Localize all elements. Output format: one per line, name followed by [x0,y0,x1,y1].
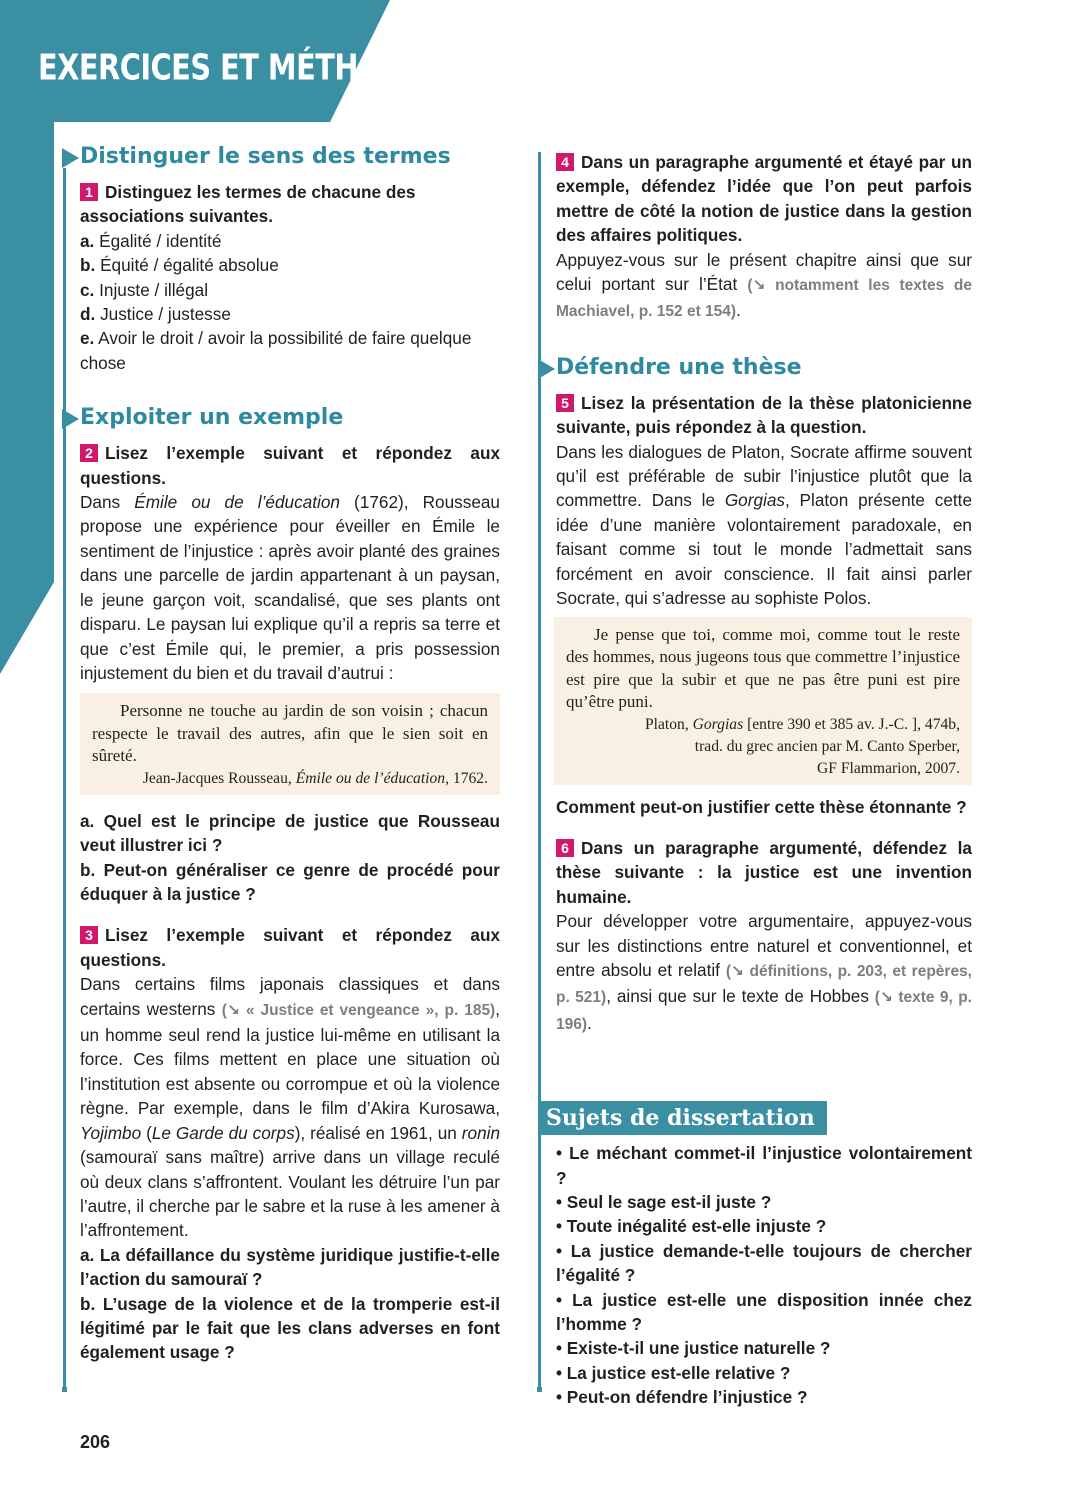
exercise-number-badge: 6 [556,839,574,857]
exercise-5-prompt: 5 Lisez la présentation de la thèse platonicienne suivante, puis répondez à la question. [556,392,972,438]
quote-source: Platon, Gorgias [entre 390 et 385 av. J.-C. ], 474b, [644,715,960,733]
cross-reference: (↘ « Justice et vengeance », p. 185) [221,1001,496,1019]
dissertation-item: • La justice est-elle une disposition innée chez l’homme ? [556,1289,972,1334]
exercise-4 [556,150,972,325]
exercise-3-question: a. La défaillance du système juridique justifie-t-elle l’action du samouraï ? [80,1244,500,1290]
exercise-number-badge: 1 [80,183,98,201]
dissertation-list [556,1141,972,1409]
exercise-number-badge: 2 [80,444,98,462]
section-arrow-icon [62,409,79,429]
exercise-1-prompt: 1 Distinguez les termes de chacune des associations suivantes. [80,182,416,227]
exercise-1-item: b. Équité / égalité absolue [80,255,279,276]
section-arrow-icon [538,359,555,379]
dissertation-heading: Sujets de dissertation [540,1101,827,1135]
quote-source-translator: trad. du grec ancien par M. Canto Sperber, [694,737,960,755]
page-number: 206 [80,1432,111,1452]
exercise-3 [80,923,500,1364]
dissertation-item: • Toute inégalité est-elle injuste ? [556,1216,827,1237]
quote-text: Je pense que toi, comme moi, comme tout le reste des hommes, nous jugeons tous que commettre l’injustice est pire que la subir et que ne pas être puni est pire qu’être puni. [566,624,960,711]
exercise-6 [556,836,972,1037]
left-column-rule [63,168,66,1388]
exercise-number-badge: 5 [556,394,574,412]
exercise-6-body: Pour développer votre argumentaire, appuyez-vous sur les distinctions entre naturel et conventionnel, et entre absolu et relatif (↘ définitions, p. 203, et repères, p. 521), ainsi que sur le texte de Hobbes (↘ texte 9, p. 196). [556,911,972,1033]
dissertation-block [546,1101,972,1409]
exercise-1-item: e. Avoir le droit / avoir la possibilité de faire quelque chose [80,328,472,373]
platon-quote-box [554,617,972,785]
cross-reference: (↘ texte 9, p. 196) [556,989,972,1033]
exercise-2-body: Dans Émile ou de l’éducation (1762), Rousseau propose une expérience pour éveiller en Émile le sentiment de l’injustice : après avoir planté des graines dans une parcelle de jardin appartenant à un paysan, le jeune garçon voit, scandalisé, que ses plants ont disparu. Le paysan lui explique qu’il a repris sa terre et que c’est Émile qui, le premier, a pris possession injustement du bien et du travail d’autrui : [80,492,500,683]
cross-reference: (↘ notamment les textes de Machiavel, p. 152 et 154) [556,277,972,321]
exercise-5-body: Dans les dialogues de Platon, Socrate affirme souvent qu’il est préférable de subir l’injustice plutôt que la commettre. Dans le Gorgias, Platon présente cette idée d’une manière volontairement paradoxale, en faisant comme si tout le monde l’admettait sans forcément en avoir conscience. Il fait ainsi parler Socrate, qui s’adresse au sophiste Polos. [556,441,973,609]
page-header-title: EXERCICES ET MÉTHODES [38,46,445,89]
exercise-number-badge: 3 [80,926,98,944]
exercise-4-prompt: 4 Dans un paragraphe argumenté et étayé par un exemple, défendez l’idée que l’on peut parfois mettre de côté la notion de justice dans la gestion des affaires politiques. [556,152,972,246]
left-column [80,142,500,1365]
dissertation-item: • Existe-t-il une justice naturelle ? [556,1338,831,1359]
section-arrow-icon [62,148,79,168]
exercise-5-question: Comment peut-on justifier cette thèse étonnante ? [556,796,967,817]
right-column-rule [538,152,541,1388]
exercise-number-badge: 4 [556,153,574,171]
exercise-6-prompt: 6 Dans un paragraphe argumenté, défendez la thèse suivante : la justice est une invention humaine. [556,837,972,907]
section-heading-exploiter: Exploiter un exemple [80,403,500,433]
quote-text: Personne ne touche au jardin de son voisin ; chacun respecte le travail des autres, afin que le sien soit en sûreté. [92,701,488,766]
exercise-1 [80,180,500,375]
dissertation-item: • La justice est-elle relative ? [556,1362,791,1383]
section-heading-defendre: Défendre une thèse [556,353,972,383]
exercise-1-item: d. Justice / justesse [80,304,231,325]
quote-source: Jean-Jacques Rousseau, Émile ou de l’éducation, 1762. [142,769,488,787]
exercise-4-body: Appuyez-vous sur le présent chapitre ainsi que sur celui portant sur l’État (↘ notamment les textes de Machiavel, p. 152 et 154). [556,249,972,321]
cross-reference: (↘ définitions, p. 203, et repères, p. 521) [556,962,972,1007]
exercise-2-question: a. Quel est le principe de justice que Rousseau veut illustrer ici ? [80,810,500,856]
exercise-1-item: c. Injuste / illégal [80,279,209,300]
exercise-5 [556,391,972,819]
dissertation-item: • La justice demande-t-elle toujours de chercher l’égalité ? [556,1240,972,1286]
right-column [546,150,973,1410]
dissertation-item: • Peut-on défendre l’injustice ? [556,1387,808,1408]
exercise-2-questions [80,809,500,907]
section-heading-distinguer: Distinguer le sens des termes [80,142,500,172]
dissertation-item: • Seul le sage est-il juste ? [556,1191,772,1212]
exercise-2-prompt: 2 Lisez l’exemple suivant et répondez aux questions. [80,443,500,488]
quote-source-publisher: GF Flammarion, 2007. [817,759,960,777]
rousseau-quote-box [80,693,500,795]
exercise-3-question: b. L’usage de la violence et de la tromperie est-il légitimé par le fait que les clans adverses en font également usage ? [80,1293,500,1363]
exercise-3-prompt: 3 Lisez l’exemple suivant et répondez aux questions. [80,925,500,970]
dissertation-item: • Le méchant commet-il l’injustice volontairement ? [556,1143,972,1188]
exercise-2 [80,441,500,906]
left-decorative-band [0,122,54,674]
exercise-1-item: a. Égalité / identité [80,230,222,251]
exercise-2-question: b. Peut-on généraliser ce genre de procédé pour éduquer à la justice ? [80,859,500,905]
exercise-3-body: Dans certains films japonais classiques et dans certains westerns (↘ « Justice et vengeance », p. 185), un homme seul rend la justice lui-même en utilisant la force. Ces films mettent en place une situation où l’institution est absente ou corrompue et où la violence règne. Par exemple, dans le film d’Akira Kurosawa, Yojimbo (Le Garde du corps), réalisé en 1961, un ronin (samouraï sans maître) arrive dans un village reculé où deux clans s’affrontent. Voulant les détruire l’un par l’autre, il cherche par le sabre et la ruse à les amener à l’affrontement. [80,974,501,1241]
